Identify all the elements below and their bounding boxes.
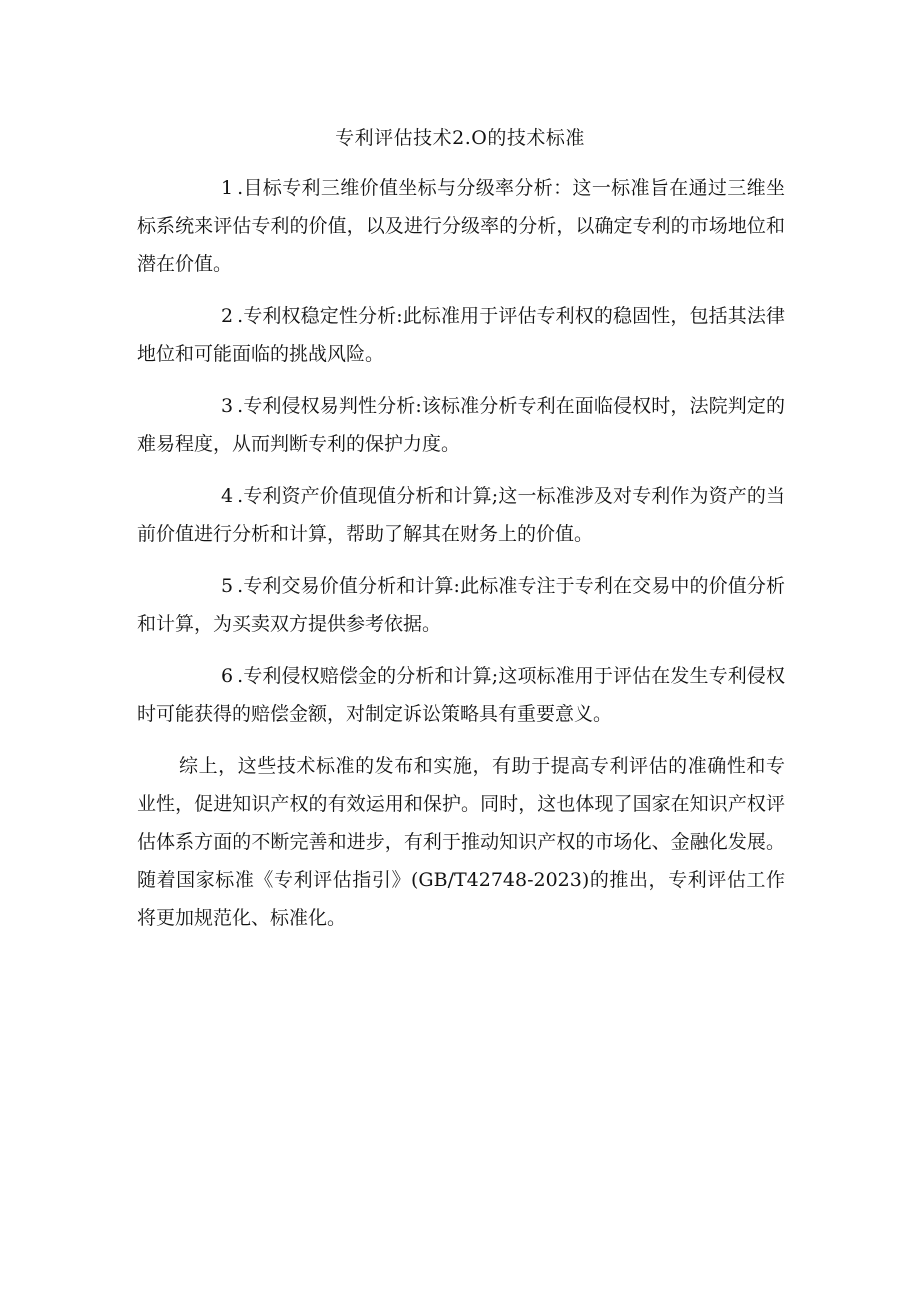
item-heading: .专利侵权易判性分析: — [237, 395, 422, 417]
list-item — [137, 477, 785, 553]
item-heading: .目标专利三维价值坐标与分级率分析： — [237, 177, 573, 199]
item-text: 该标准分析专利在面临侵权时，法院判定的难易程度，从而判断专利的保护力度。 — [137, 395, 785, 455]
item-number: 1 — [221, 177, 234, 199]
item-heading: .专利权稳定性分析: — [237, 305, 403, 327]
document-body — [137, 169, 785, 951]
item-text: 此标准用于评估专利权的稳固性，包括其法律地位和可能面临的挑战风险。 — [137, 305, 785, 365]
item-text: 此标准专注于专利在交易中的价值分析和计算，为买卖双方提供参考依据。 — [137, 575, 785, 635]
item-heading: .专利侵权赔偿金的分析和计算; — [237, 665, 499, 687]
item-number: 4 — [221, 485, 234, 507]
item-text: 这一标准涉及对专利作为资产的当前价值进行分析和计算，帮助了解其在财务上的价值。 — [137, 485, 785, 545]
item-number: 2 — [221, 305, 234, 327]
item-number: 6 — [221, 665, 234, 687]
item-text: 这项标准用于评估在发生专利侵权时可能获得的赔偿金额，对制定诉讼策略具有重要意义。 — [137, 665, 785, 725]
item-text: 这一标准旨在通过三维坐标系统来评估专利的价值，以及进行分级率的分析，以确定专利的市场地位和潜在价值。 — [137, 177, 785, 275]
item-heading: .专利交易价值分析和计算: — [237, 575, 460, 597]
item-heading: .专利资产价值现值分析和计算; — [237, 485, 499, 507]
item-number: 5 — [221, 575, 234, 597]
item-number: 3 — [221, 395, 234, 417]
document-title: 专利评估技术2.O的技术标准 — [335, 127, 585, 149]
list-item — [137, 657, 785, 733]
list-item — [137, 169, 785, 283]
list-item — [137, 387, 785, 463]
list-item — [137, 297, 785, 373]
conclusion-paragraph: 综上，这些技术标准的发布和实施，有助于提高专利评估的准确性和专业性，促进知识产权的有效运用和保护。同时，这也体现了国家在知识产权评估体系方面的不断完善和进步，有利于推动知识产权的市场化、金融化发展。随着国家标准《专利评估指引》(GB/T42748-2023)的推出，专利评估工作将更加规范化、标准化。 — [137, 755, 785, 929]
list-item — [137, 567, 785, 643]
